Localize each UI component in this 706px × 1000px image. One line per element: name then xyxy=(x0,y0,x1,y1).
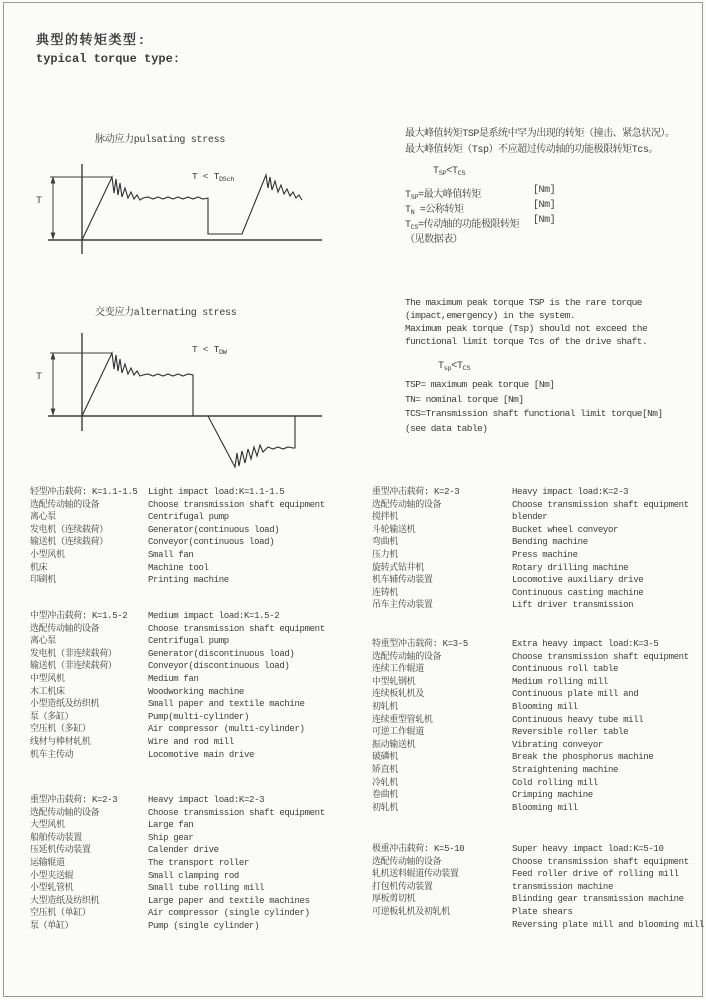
text-line: Blinding gear transmission machine xyxy=(512,894,684,905)
text-line: Medium rolling mill xyxy=(512,676,608,687)
load-table-zh-column xyxy=(372,638,512,814)
text-line: 中型轧钢机 xyxy=(372,676,416,687)
text-line: Air compressor (multi-cylinder) xyxy=(148,724,305,735)
text-line: Choose transmission shaft equipment xyxy=(512,651,689,662)
unit-label: [Nm] xyxy=(533,200,556,211)
text-line: Centrifugal pump xyxy=(148,636,229,647)
text-line: 发电机（连续载荷） xyxy=(30,524,108,535)
text-line: Choose transmission shaft equipment xyxy=(148,807,325,818)
load-table-zh-column xyxy=(30,486,148,587)
text-line: Feed roller drive of rolling mill xyxy=(512,869,679,880)
text-line: Break the phosphorus machine xyxy=(512,752,654,763)
text-line: TN= nominal torque [Nm] xyxy=(405,393,524,405)
text-line: 输送机（连续载荷） xyxy=(30,537,108,548)
text-line: 搅拌机 xyxy=(372,512,398,523)
text-run: T xyxy=(433,166,439,177)
text-line: Wire and rod mill xyxy=(148,736,234,747)
text-line: 线材与棒材轧机 xyxy=(30,736,91,747)
text-line: 小型造纸及纺织机 xyxy=(30,699,100,710)
load-table-extra-heavy-impact xyxy=(372,638,704,814)
torque-note-en xyxy=(405,297,647,349)
text-line: Large paper and textile machines xyxy=(148,895,310,906)
text-line: Light impact load:K=1.1-1.5 xyxy=(148,487,285,497)
load-table-en-column xyxy=(512,843,704,931)
text-line: 矫直机 xyxy=(372,764,398,775)
load-table-zh-column xyxy=(30,794,148,933)
text-line: 连续工作辊道 xyxy=(372,664,424,675)
text-line: 选配传动轴的设备 xyxy=(30,623,100,634)
text-line: 厚板剪切机 xyxy=(372,894,416,905)
text-line: Choose transmission shaft equipment xyxy=(148,623,325,634)
text-run: <T xyxy=(446,166,458,177)
torque-definitions-zh xyxy=(405,185,697,245)
text-line: 极重冲击载荷: K=5-10 xyxy=(372,844,465,854)
definition-row xyxy=(405,215,697,230)
text-line: 破磷机 xyxy=(372,752,398,763)
text-line: Press machine xyxy=(512,549,578,560)
text-line: Ship gear xyxy=(148,832,194,843)
text-line: Heavy impact load:K=2-3 xyxy=(148,795,265,805)
text-line: 离心泵 xyxy=(30,636,56,647)
text-line: 压延机传动装置 xyxy=(30,845,91,856)
text-line: Cold rolling mill xyxy=(512,777,598,788)
text-line: Choose transmission shaft equipment xyxy=(148,499,325,510)
text-line: Conveyor(continuous load) xyxy=(148,537,275,548)
text-line: 机床 xyxy=(30,562,48,573)
page-title xyxy=(36,31,180,68)
text-line: Heavy impact load:K=2-3 xyxy=(512,487,629,497)
text-line: (impact,emergency) in the system. xyxy=(405,309,575,321)
text-line: (see data table) xyxy=(405,423,488,435)
load-table-zh-column xyxy=(30,610,148,761)
page-title-en: typical torque type: xyxy=(36,52,181,66)
text-line: 冷轧机 xyxy=(372,777,398,788)
text-line: Pump(multi-cylinder) xyxy=(148,711,250,722)
text-line: 机车辅传动装置 xyxy=(372,575,433,586)
load-table-en-column xyxy=(512,638,704,814)
text-line: 轧机送料辊道传动装置 xyxy=(372,869,459,880)
unit-label: [Nm] xyxy=(533,215,556,226)
torque-note-zh xyxy=(405,127,675,158)
text-line: 发电机（非连续载荷） xyxy=(30,648,117,659)
text-line: Locomotive auxiliary drive xyxy=(512,575,644,586)
alternating-condition-label xyxy=(192,344,227,357)
torque-formula-zh xyxy=(433,166,465,178)
text-line: 可逆板轧机及初轧机 xyxy=(372,906,450,917)
text-line: 运输辊道 xyxy=(30,857,65,868)
load-table-en-column xyxy=(512,486,704,612)
text-line: Bucket wheel conveyor xyxy=(512,524,619,535)
text-line: Straightening machine xyxy=(512,764,619,775)
text-line: blender xyxy=(512,512,548,523)
text-line: 最大峰值转矩TSP是系统中罕为出现的转矩（撞击、紧急状况）。 xyxy=(405,129,675,140)
text-line: 初轧机 xyxy=(372,802,398,813)
text-line: The maximum peak torque TSP is the rare torque xyxy=(405,297,642,308)
text-line: 选配传动轴的设备 xyxy=(30,807,100,818)
text-line: TCS=Transmission shaft functional limit torque[Nm] xyxy=(405,408,663,420)
definition-row xyxy=(405,230,697,245)
subscript: N xyxy=(410,209,415,217)
text-line: Air compressor (single cylinder) xyxy=(148,908,310,919)
text-line: 离心泵 xyxy=(30,512,56,523)
text-line: Generator(discontinuous load) xyxy=(148,648,295,659)
subscript: SP xyxy=(438,170,447,178)
text-line: 重型冲击载荷: K=2-3 xyxy=(372,487,460,497)
subscript: sp xyxy=(443,365,452,373)
text-line: Lift driver transmission xyxy=(512,600,634,611)
subscript: CS xyxy=(410,224,419,232)
text-line: Locomotive main drive xyxy=(148,749,255,760)
text-run: T < T xyxy=(192,171,220,182)
load-table-medium-impact xyxy=(30,610,370,761)
text-run: =最大峰值转矩 xyxy=(418,190,481,201)
subscript: DSch xyxy=(219,176,235,184)
text-run: <T xyxy=(451,361,463,372)
load-table-en-column xyxy=(148,610,370,761)
load-table-heavy-impact-right xyxy=(372,486,704,612)
page-title-zh: 典型的转矩类型: xyxy=(36,33,147,48)
text-line: 印刷机 xyxy=(30,575,56,586)
text-line: 卷曲机 xyxy=(372,790,398,801)
text-line: Generator(continuous load) xyxy=(148,524,280,535)
text-run: T xyxy=(405,190,411,201)
text-line: 弯曲机 xyxy=(372,537,398,548)
text-line: 振动输送机 xyxy=(372,739,416,750)
text-line: 输送机（非连续载荷） xyxy=(30,661,117,672)
text-line: Medium fan xyxy=(148,673,199,684)
text-line: Centrifugal pump xyxy=(148,512,229,523)
load-table-zh-column xyxy=(372,843,512,931)
subscript: CS xyxy=(457,170,466,178)
text-line: Conveyor(discontinuous load) xyxy=(148,661,290,672)
text-line: 最大峰值转矩（Tsp）不应超过传动轴的功能极限转矩Tcs。 xyxy=(405,144,658,156)
text-line: Large fan xyxy=(148,820,194,831)
text-line: Small paper and textile machine xyxy=(148,699,305,710)
text-line: 吊车主传动装置 xyxy=(372,600,433,611)
text-line: 连续重型管轧机 xyxy=(372,714,433,725)
text-line: Continuous plate mill and xyxy=(512,689,639,700)
text-run: T xyxy=(405,205,411,216)
text-line: Choose transmission shaft equipment xyxy=(512,856,689,867)
text-line: Continuous roll table xyxy=(512,664,619,675)
definition-label xyxy=(405,235,462,246)
text-line: Bending machine xyxy=(512,537,588,548)
text-line: 泵（单缸） xyxy=(30,920,74,931)
text-line: 选配传动轴的设备 xyxy=(372,499,442,510)
text-line: Small fan xyxy=(148,549,194,560)
text-line: 轻型冲击载荷: K=1.1-1.5 xyxy=(30,487,138,497)
text-line: 选配传动轴的设备 xyxy=(372,856,442,867)
text-line: 特重型冲击载荷: K=3-5 xyxy=(372,639,468,649)
text-line: Crimping machine xyxy=(512,790,593,801)
text-line: Woodworking machine xyxy=(148,686,244,697)
text-line: Pump (single cylinder) xyxy=(148,920,260,931)
definition-row xyxy=(405,185,697,200)
torque-formula-en xyxy=(438,361,470,373)
torque-definitions-en xyxy=(405,379,697,438)
text-line: 选配传动轴的设备 xyxy=(372,651,442,662)
text-line: Continuous heavy tube mill xyxy=(512,714,644,725)
load-table-en-column xyxy=(148,794,370,933)
text-line: TSP= maximum peak torque [Nm] xyxy=(405,379,555,390)
text-run: T xyxy=(438,361,444,372)
load-table-en-column xyxy=(148,486,370,587)
load-table-heavy-impact-left xyxy=(30,794,370,933)
text-line: 连续板轧机及 xyxy=(372,689,424,700)
text-line: Reversing plate mill and blooming mill xyxy=(512,919,704,930)
subscript: DW xyxy=(219,349,227,357)
text-line: 小型风机 xyxy=(30,549,65,560)
text-line: Small clamping rod xyxy=(148,870,239,881)
text-line: 船舶传动装置 xyxy=(30,832,82,843)
unit-label: [Nm] xyxy=(533,185,556,196)
load-table-light-impact xyxy=(30,486,370,587)
text-line: 选配传动轴的设备 xyxy=(30,499,100,510)
text-line: 木工机床 xyxy=(30,686,65,697)
text-run: =传动轴的功能极限转矩 xyxy=(418,220,520,231)
pulsating-condition-label xyxy=(192,171,234,184)
pulsating-stress-heading: 脉动应力pulsating stress xyxy=(95,135,226,146)
subscript: SP xyxy=(410,194,419,202)
text-line: Printing machine xyxy=(148,575,229,586)
text-line: Small tube rolling mill xyxy=(148,883,265,894)
text-run: T xyxy=(405,220,411,231)
text-line: Medium impact load:K=1.5-2 xyxy=(148,611,280,621)
text-line: Blooming mill xyxy=(512,701,578,712)
text-line: 大型风机 xyxy=(30,820,65,831)
text-line: The transport roller xyxy=(148,857,250,868)
pulsating-t-axis-label: T xyxy=(36,196,43,207)
text-line: 旋转式钻井机 xyxy=(372,562,424,573)
text-line: Super heavy impact load:K=5-10 xyxy=(512,844,664,854)
text-line: Rotary drilling machine xyxy=(512,562,629,573)
text-line: Vibrating conveyor xyxy=(512,739,603,750)
text-line: 压力机 xyxy=(372,549,398,560)
text-line: 空压机（多缸） xyxy=(30,724,91,735)
text-line: 初轧机 xyxy=(372,701,398,712)
text-line: 大型造纸及纺织机 xyxy=(30,895,100,906)
alternating-t-axis-label: T xyxy=(36,372,43,383)
text-line: 中型风机 xyxy=(30,673,65,684)
text-line: 可逆工作辊道 xyxy=(372,727,424,738)
text-line: 打包机传动装置 xyxy=(372,881,433,892)
text-line: 连铸机 xyxy=(372,587,398,598)
pulsating-stress-diagram xyxy=(30,148,390,273)
text-line: Continuous casting machine xyxy=(512,587,644,598)
text-line: 中型冲击载荷: K=1.5-2 xyxy=(30,611,128,621)
text-line: 空压机（单缸） xyxy=(30,908,91,919)
text-line: transmission machine xyxy=(512,881,614,892)
text-line: Plate shears xyxy=(512,906,573,917)
text-line: 斗轮输送机 xyxy=(372,524,416,535)
text-line: Maximum peak torque (Tsp) should not exceed the xyxy=(405,322,648,334)
text-line: Extra heavy impact load:K=3-5 xyxy=(512,639,659,649)
text-line: 重型冲击载荷: K=2-3 xyxy=(30,795,118,805)
text-line: Choose transmission shaft equipment xyxy=(512,499,689,510)
text-line: Calender drive xyxy=(148,845,219,856)
subscript: CS xyxy=(462,365,471,373)
load-table-super-heavy-impact xyxy=(372,843,704,931)
alternating-stress-heading: 交变应力alternating stress xyxy=(95,308,237,319)
text-line: 小型轧管机 xyxy=(30,883,74,894)
text-line: 机车主传动 xyxy=(30,749,74,760)
definition-row xyxy=(405,200,697,215)
text-line: Blooming mill xyxy=(512,802,578,813)
text-line: Reversible roller table xyxy=(512,727,629,738)
load-table-zh-column xyxy=(372,486,512,612)
text-line: 小型夹送辊 xyxy=(30,870,74,881)
text-run: =公称转矩 xyxy=(414,205,464,216)
text-line: functional limit torque Tcs of the drive shaft. xyxy=(405,335,648,347)
text-line: 泵（多缸） xyxy=(30,711,74,722)
text-line: Machine tool xyxy=(148,562,209,573)
text-run: T < T xyxy=(192,344,220,355)
text-run: （见数据表） xyxy=(405,235,463,246)
